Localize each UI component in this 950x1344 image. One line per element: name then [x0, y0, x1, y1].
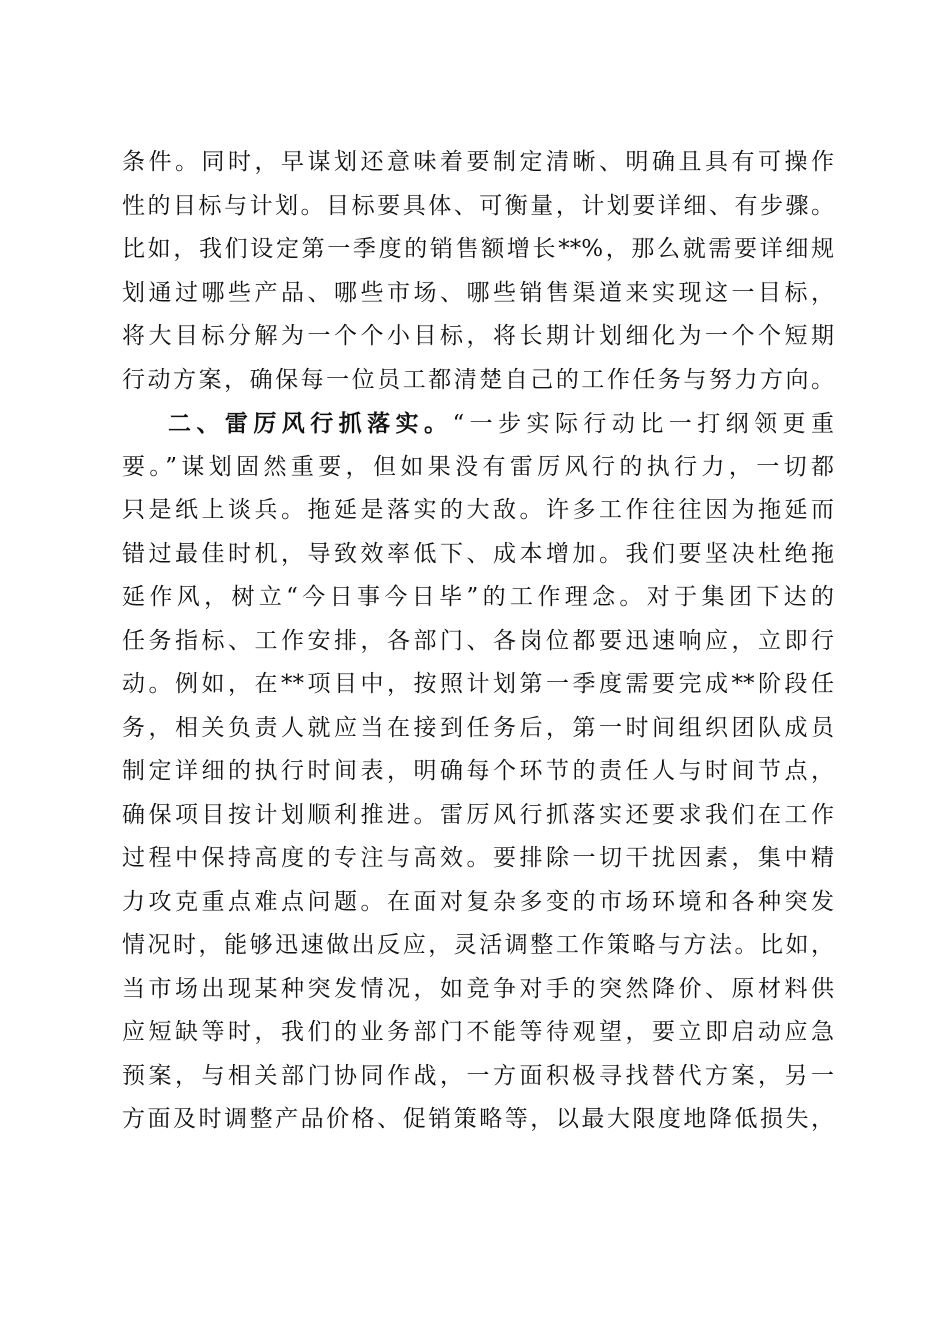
section-heading: 二、雷厉风行抓落实。: [168, 410, 453, 437]
paragraph-line: 条件。同时，早谋划还意味着要制定清晰、明确且具有可操作: [122, 149, 834, 175]
paragraph-line: 性的目标与计划。目标要具体、可衡量，计划要详细、有步骤。: [122, 192, 834, 219]
paragraph-line: 错过最佳时机，导致效率低下、成本增加。我们要坚决杜绝拖: [122, 540, 834, 567]
paragraph-line: 要。”谋划固然重要，但如果没有雷厉风行的执行力，一切都: [122, 453, 834, 480]
paragraph-line: 务，相关负责人就应当在接到任务后，第一时间组织团队成员: [122, 714, 834, 741]
paragraph-line: 行动方案，确保每一位员工都清楚自己的工作任务与努力方向。: [122, 366, 834, 393]
paragraph-line: 比如，我们设定第一季度的销售额增长**%，那么就需要详细规: [122, 236, 834, 262]
paragraph-line: 应短缺等时，我们的业务部门不能等待观望，要立即启动应急: [122, 1019, 834, 1045]
paragraph-line: 将大目标分解为一个个小目标，将长期计划细化为一个个短期: [122, 323, 834, 349]
paragraph-line: 当市场出现某种突发情况，如竞争对手的突然降价、原材料供: [122, 975, 834, 1002]
paragraph-line: 制定详细的执行时间表，明确每个环节的责任人与时间节点，: [122, 758, 834, 784]
paragraph-line: 力攻克重点难点问题。在面对复杂多变的市场环境和各种突发: [122, 888, 834, 915]
paragraph-line: 确保项目按计划顺利推进。雷厉风行抓落实还要求我们在工作: [122, 801, 834, 828]
body-text: [122, 141, 834, 1142]
paragraph-line: 只是纸上谈兵。拖延是落实的大敌。许多工作往往因为拖延而: [122, 497, 834, 523]
paragraph-line: 预案，与相关部门协同作战，一方面积极寻找替代方案，另一: [122, 1062, 834, 1089]
paragraph-line: 划通过哪些产品、哪些市场、哪些销售渠道来实现这一目标，: [122, 279, 834, 306]
paragraph-line: 情况时，能够迅速做出反应，灵活调整工作策略与方法。比如，: [122, 932, 834, 958]
paragraph-line: 延作风，树立“今日事今日毕”的工作理念。对于集团下达的: [122, 584, 834, 610]
paragraph-line: 方面及时调整产品价格、促销策略等，以最大限度地降低损失，: [122, 1106, 834, 1132]
paragraph-line: 动。例如，在**项目中，按照计划第一季度需要完成**阶段任: [122, 671, 834, 697]
section-first-line: [122, 402, 834, 446]
paragraph-line: 过程中保持高度的专注与高效。要排除一切干扰因素，集中精: [122, 845, 834, 871]
section-first-line-text: “一步实际行动比一打纲领更重: [452, 411, 834, 437]
paragraph-line: 任务指标、工作安排，各部门、各岗位都要迅速响应，立即行: [122, 627, 834, 654]
